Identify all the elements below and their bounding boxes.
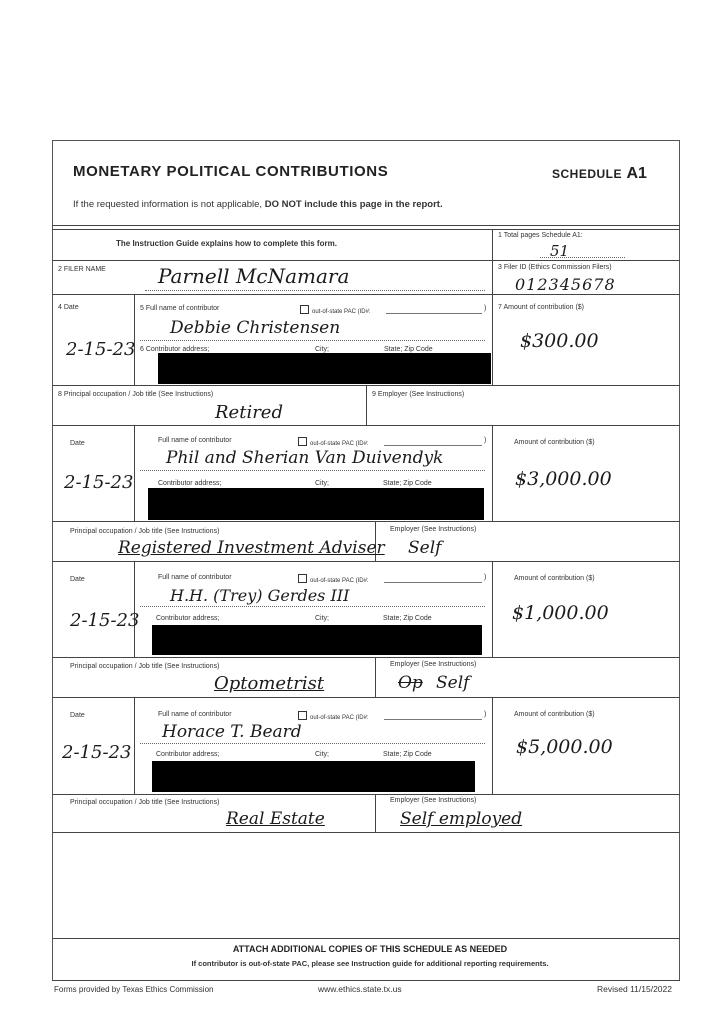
- state-zip-label: State; Zip Code: [383, 615, 432, 622]
- occupation-value: Real Estate: [226, 809, 325, 829]
- city-label: City;: [315, 751, 329, 758]
- subtitle-bold: DO NOT include this page in the report.: [264, 199, 443, 210]
- contribution-date: 2-15-23: [64, 472, 134, 493]
- address-label: 6 Contributor address;: [140, 346, 210, 353]
- occupation-value: Optometrist: [214, 673, 325, 694]
- address-label: Contributor address;: [158, 480, 222, 487]
- state-zip-label: State; Zip Code: [383, 751, 432, 758]
- date-label: Date: [70, 440, 85, 447]
- pac-close: ): [484, 437, 487, 444]
- contribution-amount: $1,000.00: [512, 602, 609, 624]
- state-zip-label: State; Zip Code: [384, 346, 433, 353]
- contributor-name: Horace T. Beard: [162, 722, 302, 742]
- pac-checkbox: [300, 305, 371, 315]
- employer-label: Employer (See Instructions): [390, 661, 477, 668]
- contributor-name: Phil and Sherian Van Duivendyk: [166, 448, 444, 468]
- date-label: 4 Date: [58, 304, 79, 311]
- employer-label: 9 Employer (See Instructions): [372, 391, 465, 398]
- fullname-label: Full name of contributor: [158, 437, 232, 444]
- pac-close: ): [484, 305, 487, 312]
- pac-close: ): [484, 711, 487, 718]
- redacted-address: [152, 761, 475, 792]
- occupation-label: 8 Principal occupation / Job title (See Instructions): [58, 391, 214, 398]
- fullname-label: Full name of contributor: [158, 711, 232, 718]
- contribution-amount: $300.00: [520, 330, 599, 352]
- form-subtitle: [73, 199, 443, 210]
- pac-label: out-of-state PAC (ID#:: [310, 578, 369, 584]
- pac-checkbox: [298, 437, 369, 447]
- schedule-code: A1: [626, 165, 647, 182]
- attach-note: ATTACH ADDITIONAL COPIES OF THIS SCHEDULE AS NEEDED: [232, 944, 508, 954]
- contributor-name: Debbie Christensen: [170, 318, 341, 338]
- filer-name-label: 2 FILER NAME: [58, 266, 106, 273]
- total-pages-label: 1 Total pages Schedule A1:: [498, 232, 583, 239]
- checkbox-icon: [298, 574, 307, 583]
- subtitle-text: If the requested information is not applicable,: [73, 199, 265, 210]
- url-text: www.ethics.state.tx.us: [318, 984, 402, 994]
- checkbox-icon: [298, 437, 307, 446]
- filer-name-value: Parnell McNamara: [158, 264, 350, 288]
- employer-label: Employer (See Instructions): [390, 526, 477, 533]
- occupation-value: Registered Investment Adviser: [118, 538, 385, 558]
- contribution-amount: $3,000.00: [515, 468, 612, 490]
- employer-struck-value: Op: [398, 673, 423, 693]
- contribution-date: 2-15-23: [70, 610, 140, 631]
- pac-close: ): [484, 574, 487, 581]
- amount-label: Amount of contribution ($): [514, 711, 595, 718]
- amount-label: Amount of contribution ($): [514, 575, 595, 582]
- occupation-label: Principal occupation / Job title (See Instructions): [70, 663, 220, 670]
- occupation-label: Principal occupation / Job title (See Instructions): [70, 528, 220, 535]
- total-pages-value: 51: [550, 242, 570, 260]
- occupation-label: Principal occupation / Job title (See Instructions): [70, 799, 220, 806]
- schedule-label-text: SCHEDULE: [552, 167, 623, 181]
- date-label: Date: [70, 576, 85, 583]
- schedule-label: [552, 165, 647, 183]
- employer-label: Employer (See Instructions): [390, 797, 477, 804]
- revised-text: Revised 11/15/2022: [597, 984, 672, 994]
- state-zip-label: State; Zip Code: [383, 480, 432, 487]
- city-label: City;: [315, 346, 329, 353]
- amount-label: 7 Amount of contribution ($): [498, 304, 584, 311]
- date-label: Date: [70, 712, 85, 719]
- pac-label: out-of-state PAC (ID#:: [310, 715, 369, 721]
- pac-label: out-of-state PAC (ID#:: [312, 309, 371, 315]
- pac-checkbox: [298, 574, 369, 584]
- contribution-date: 2-15-23: [62, 742, 132, 763]
- city-label: City;: [315, 615, 329, 622]
- address-label: Contributor address;: [156, 751, 220, 758]
- contribution-date: 2-15-23: [66, 339, 136, 360]
- filer-id-label: 3 Filer ID (Ethics Commission Filers): [498, 264, 612, 271]
- redacted-address: [158, 353, 491, 384]
- pac-checkbox: [298, 711, 369, 721]
- filer-id-value: 012345678: [515, 275, 616, 294]
- contribution-amount: $5,000.00: [516, 736, 613, 758]
- pac-note: If contributor is out-of-state PAC, please see Instruction guide for additional reporting requirements.: [191, 959, 549, 968]
- form-title: MONETARY POLITICAL CONTRIBUTIONS: [73, 163, 389, 180]
- employer-value: Self employed: [400, 809, 523, 829]
- contributor-name: H.H. (Trey) Gerdes III: [170, 586, 350, 605]
- checkbox-icon: [298, 711, 307, 720]
- redacted-address: [152, 625, 482, 655]
- fullname-label: Full name of contributor: [158, 574, 232, 581]
- amount-label: Amount of contribution ($): [514, 439, 595, 446]
- instruction-text: The Instruction Guide explains how to complete this form.: [116, 239, 337, 248]
- occupation-value: Retired: [215, 402, 283, 423]
- city-label: City;: [315, 480, 329, 487]
- pac-label: out-of-state PAC (ID#:: [310, 441, 369, 447]
- employer-value: Self: [408, 538, 442, 558]
- redacted-address: [148, 488, 484, 520]
- address-label: Contributor address;: [156, 615, 220, 622]
- fullname-label: 5 Full name of contributor: [140, 305, 220, 312]
- employer-value: Self: [436, 673, 470, 693]
- provider-text: Forms provided by Texas Ethics Commission: [54, 985, 214, 994]
- checkbox-icon: [300, 305, 309, 314]
